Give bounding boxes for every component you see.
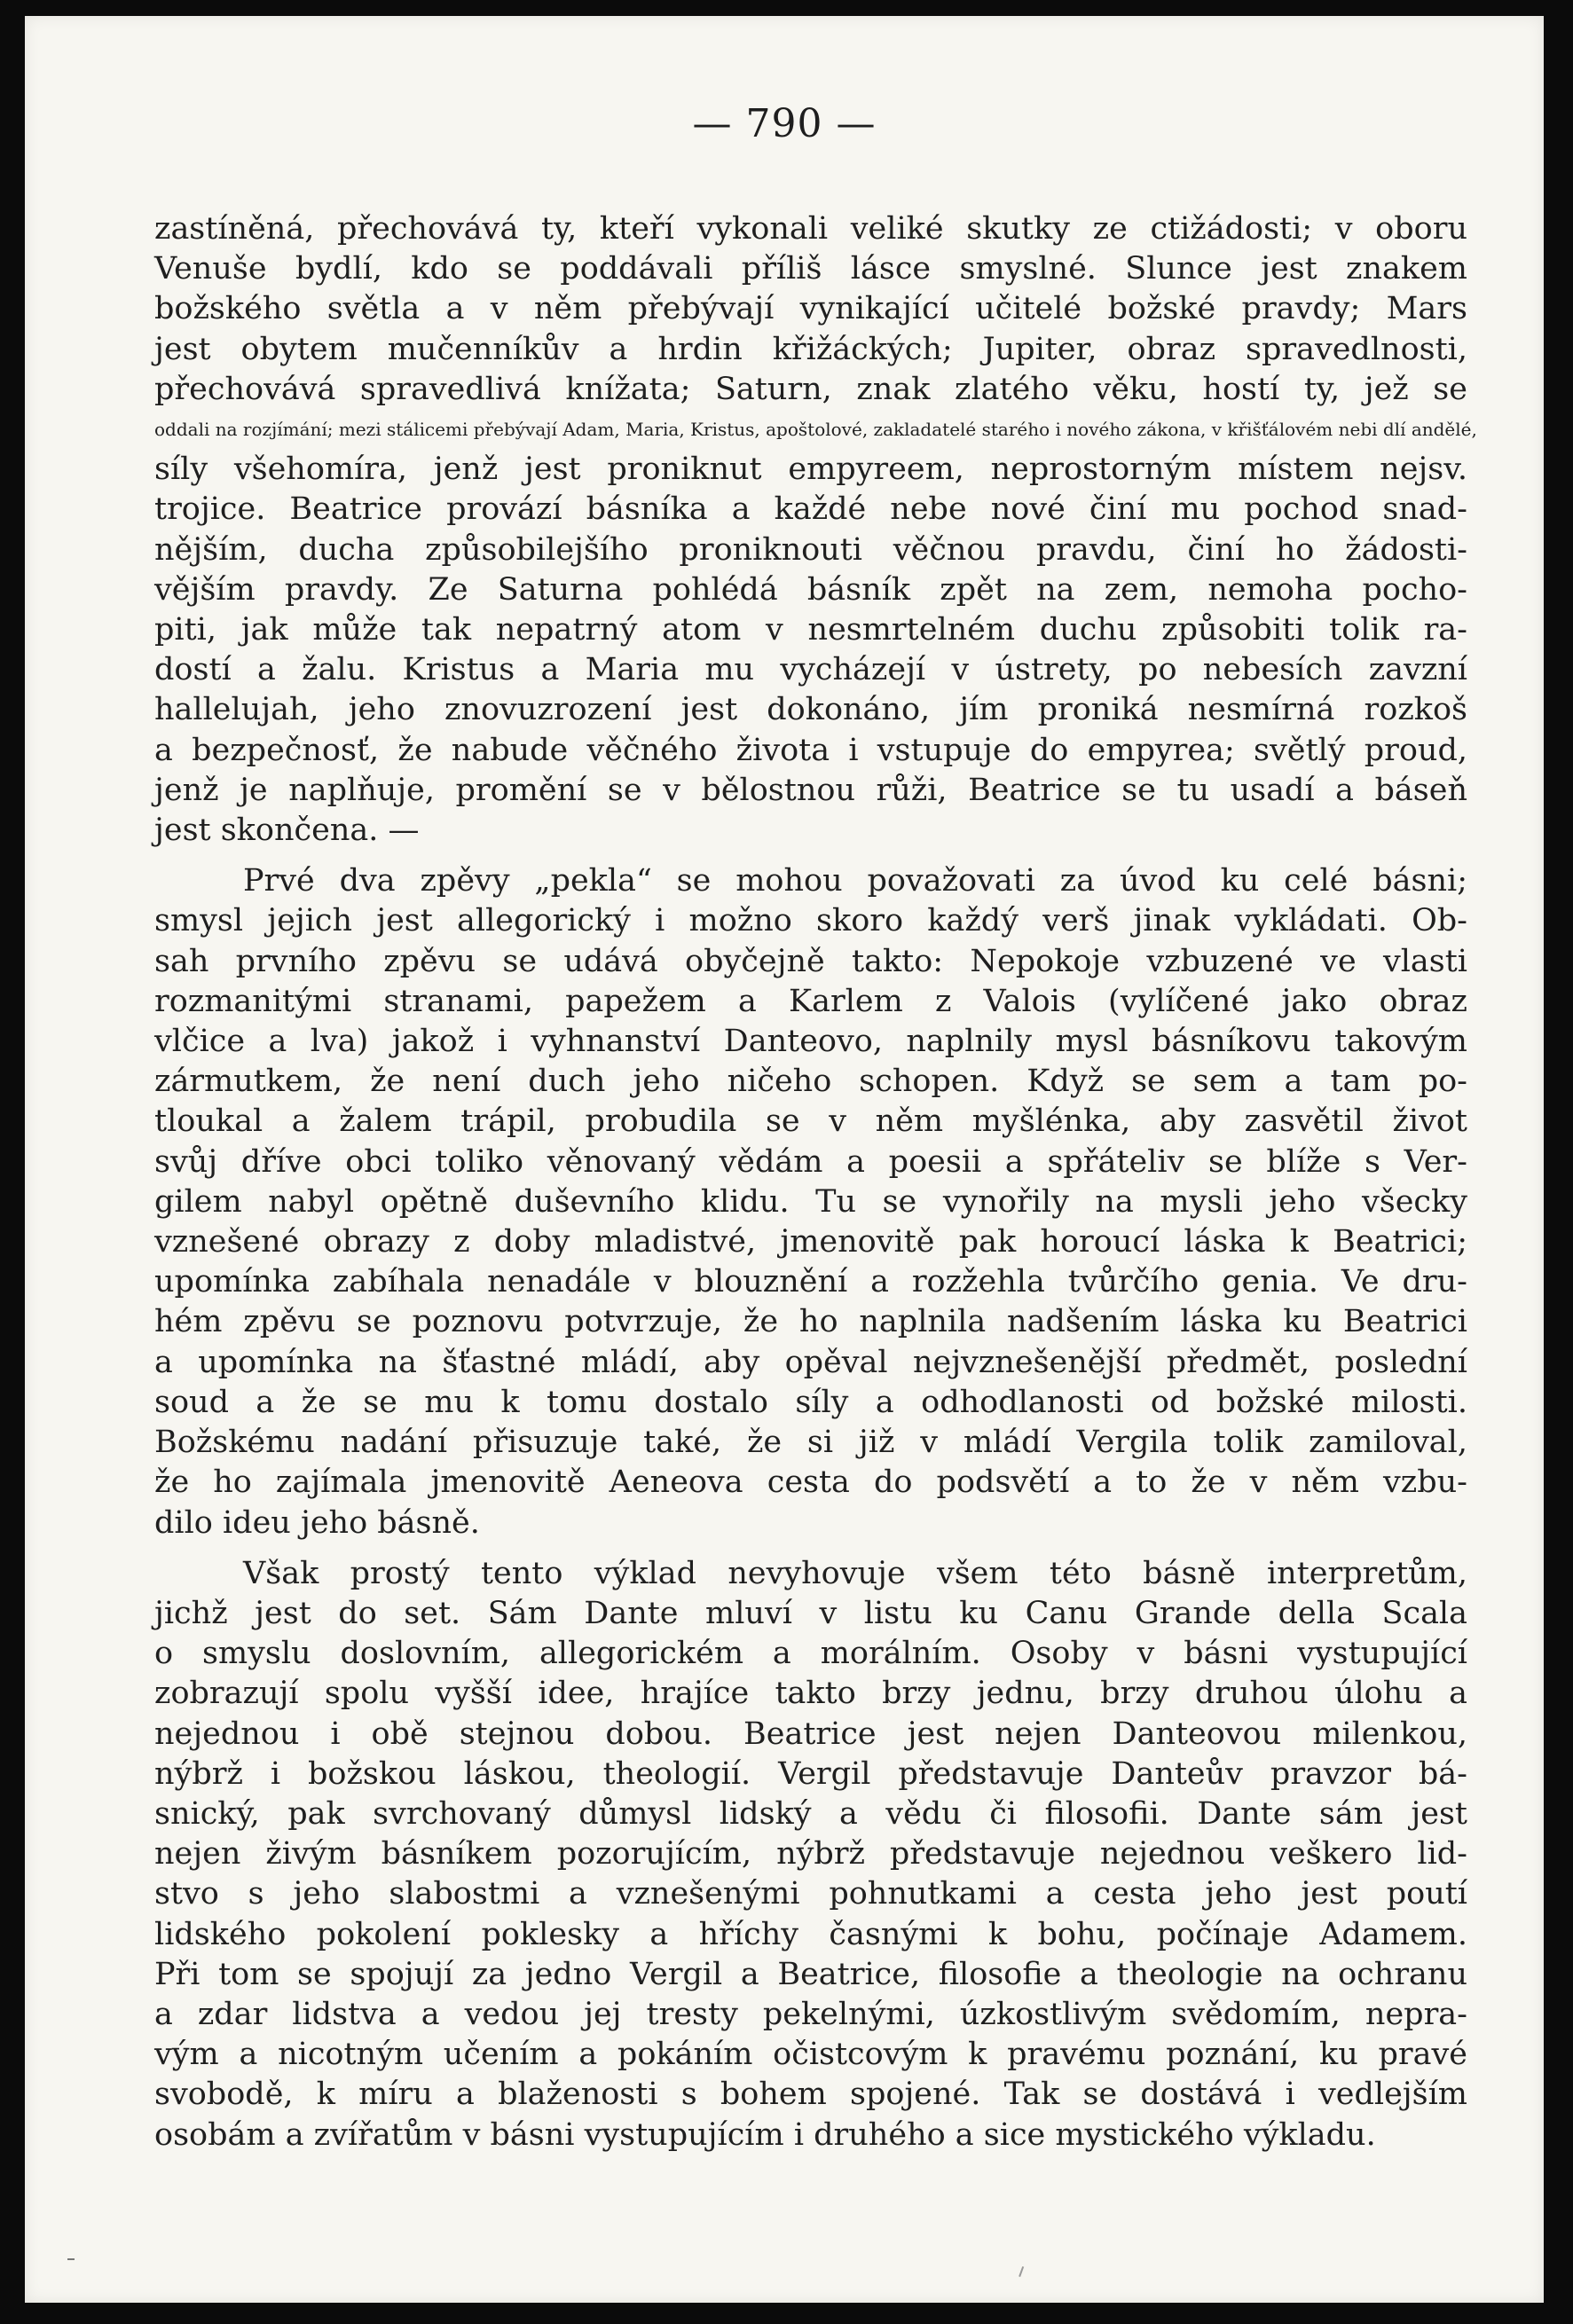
text-line: a upomínka na šťastné mládí, aby opěval nejvznešenější předmět, poslední xyxy=(154,1344,1467,1380)
text-line: že ho zajímala jmenovitě Aeneova cesta do podsvětí a to že v něm vzbu- xyxy=(154,1464,1467,1501)
text-line: jenž je naplňuje, promění se v bělostnou růži, Beatrice se tu usadí a báseň xyxy=(154,772,1467,808)
text-line: snický, pak svrchovaný důmysl lidský a vědu či filosofii. Dante sám jest xyxy=(154,1795,1467,1832)
text-line: oddali na rozjímání; mezi stálicemi přebývají Adam, Maria, Kristus, apoštolové, zakladatelé starého i nového zákona, v křišťálovém nebi dlí andělé, xyxy=(154,419,1477,441)
text-line: tloukal a žalem trápil, probudila se v něm myšlénka, aby zasvětil život xyxy=(154,1103,1467,1140)
text-line: svobodě, k míru a blaženosti s bohem spojené. Tak se dostává i vedlejším xyxy=(154,2077,1467,2113)
text-line: Prvé dva zpěvy „pekla“ se mohou považovati za úvod ku celé básni; xyxy=(243,863,1467,899)
text-line: jest skončena. — xyxy=(154,813,420,849)
text-line: božského světla a v něm přebývají vynikající učitelé božské pravdy; Mars xyxy=(154,291,1467,327)
text-line: gilem nabyl opětně duševního klidu. Tu se vynořily na mysli jeho všecky xyxy=(154,1183,1467,1220)
text-line: hallelujah, jeho znovuzrození jest dokonáno, jím proniká nesmírná rozkoš xyxy=(154,692,1467,728)
text-line: vějším pravdy. Ze Saturna pohlédá básník zpět na zem, nemoha pocho- xyxy=(154,571,1467,608)
text-line: piti, jak může tak nepatrný atom v nesmrtelném duchu způsobiti tolik ra- xyxy=(154,612,1467,648)
paragraph xyxy=(154,209,1477,851)
text-line: Božskému nadání přisuzuje také, že si již v mládí Vergila tolik zamiloval, xyxy=(154,1425,1467,1461)
text-line: svůj dříve obci toliko věnovaný vědám a poesii a spřáteliv se blíže s Ver- xyxy=(154,1143,1467,1180)
text-line: soud a že se mu k tomu dostalo síly a odhodlanosti od božské milosti. xyxy=(154,1384,1467,1420)
text-line: jichž jest do set. Sám Dante mluví v listu ku Canu Grande della Scala xyxy=(154,1595,1467,1631)
text-line: hém zpěvu se poznovu potvrzuje, že ho naplnila nadšením láska ku Beatrici xyxy=(154,1304,1467,1340)
scan-artifact-tick xyxy=(1019,2266,1029,2279)
text-line: nejen živým básníkem pozorujícím, nýbrž představuje nejednou veškero lid- xyxy=(154,1836,1467,1873)
text-line: lidského pokolení poklesky a hříchy časnými k bohu, počínaje Adamem. xyxy=(154,1916,1467,1952)
text-line: upomínka zabíhala nenadále v blouznění a rozžehla tvůrčího genia. Ve dru- xyxy=(154,1264,1467,1300)
text-line: nějším, ducha způsobilejšího proniknouti věčnou pravdu, činí ho žádosti- xyxy=(154,531,1467,568)
paragraph xyxy=(154,861,1467,1543)
text-line: nejednou i obě stejnou dobou. Beatrice jest nejen Danteovou milenkou, xyxy=(154,1716,1467,1752)
text-line: jest obytem mučenníkův a hrdin křižáckých; Jupiter, obraz spravedlnosti, xyxy=(154,331,1467,367)
text-line: o smyslu doslovním, allegorickém a morálním. Osoby v básni vystupující xyxy=(154,1636,1467,1672)
text-line: trojice. Beatrice provází básníka a každé nebe nové činí mu pochod snad- xyxy=(154,491,1467,528)
scan-artifact-mark xyxy=(67,2258,75,2260)
text-line: vznešené obrazy z doby mladistvé, jmenovitě pak horoucí láska k Beatrici; xyxy=(154,1224,1467,1260)
text-line: smysl jejich jest allegorický i možno skoro každý verš jinak vykládati. Ob- xyxy=(154,903,1467,939)
text-line: zastíněná, přechovává ty, kteří vykonali veliké skutky ze ctižádosti; v oboru xyxy=(154,211,1467,247)
book-page xyxy=(25,16,1544,2303)
text-line: sah prvního zpěvu se udává obyčejně takto: Nepokoje vzbuzené ve vlasti xyxy=(154,943,1467,979)
page-number: — 790 — xyxy=(692,101,877,146)
text-line: vlčice a lva) jakož i vyhnanství Danteovo, naplnily mysl básníkovu takovým xyxy=(154,1024,1467,1060)
text-line: Při tom se spojují za jedno Vergil a Beatrice, filosofie a theologie na ochranu xyxy=(154,1956,1467,1992)
text-line: zobrazují spolu vyšší idee, hrajíce takto brzy jednu, brzy druhou úlohu a xyxy=(154,1676,1467,1712)
text-line: Venuše bydlí, kdo se poddávali příliš lásce smyslné. Slunce jest znakem xyxy=(154,251,1467,287)
text-line: dilo ideu jeho básně. xyxy=(154,1504,480,1541)
text-line: přechovává spravedlivá knížata; Saturn, znak zlatého věku, hostí ty, jež se xyxy=(154,371,1467,407)
text-line: a zdar lidstva a vedou jej tresty pekelnými, úzkostlivým svědomím, nepra- xyxy=(154,1996,1467,2032)
text-line: osobám a zvířatům v básni vystupujícím i druhého a sice mystického výkladu. xyxy=(154,2116,1376,2153)
text-line: Však prostý tento výklad nevyhovuje všem této básně interpretům, xyxy=(243,1555,1467,1591)
paragraph xyxy=(154,1554,1467,2155)
text-line: zármutkem, že není duch jeho ničeho schopen. Když se sem a tam po- xyxy=(154,1064,1467,1100)
text-line: dostí a žalu. Kristus a Maria mu vycházejí v ústrety, po nebesích zavzní xyxy=(154,652,1467,688)
text-line: stvo s jeho slabostmi a vznešenými pohnutkami a cesta jeho jest poutí xyxy=(154,1876,1467,1912)
text-line: vým a nicotným učením a pokáním očistcovým k pravému poznání, ku pravé xyxy=(154,2037,1467,2073)
text-line: rozmanitými stranami, papežem a Karlem z Valois (vylíčené jako obraz xyxy=(154,983,1467,1019)
text-line: síly všehomíra, jenž jest proniknut empyreem, neprostorným místem nejsv. xyxy=(154,451,1467,488)
text-line: a bezpečnosť, že nabude věčného života i vstupuje do empyrea; světlý proud, xyxy=(154,732,1467,768)
text-line: nýbrž i božskou láskou, theologií. Vergil představuje Danteův pravzor bá- xyxy=(154,1755,1467,1792)
body-text xyxy=(154,209,1477,2155)
